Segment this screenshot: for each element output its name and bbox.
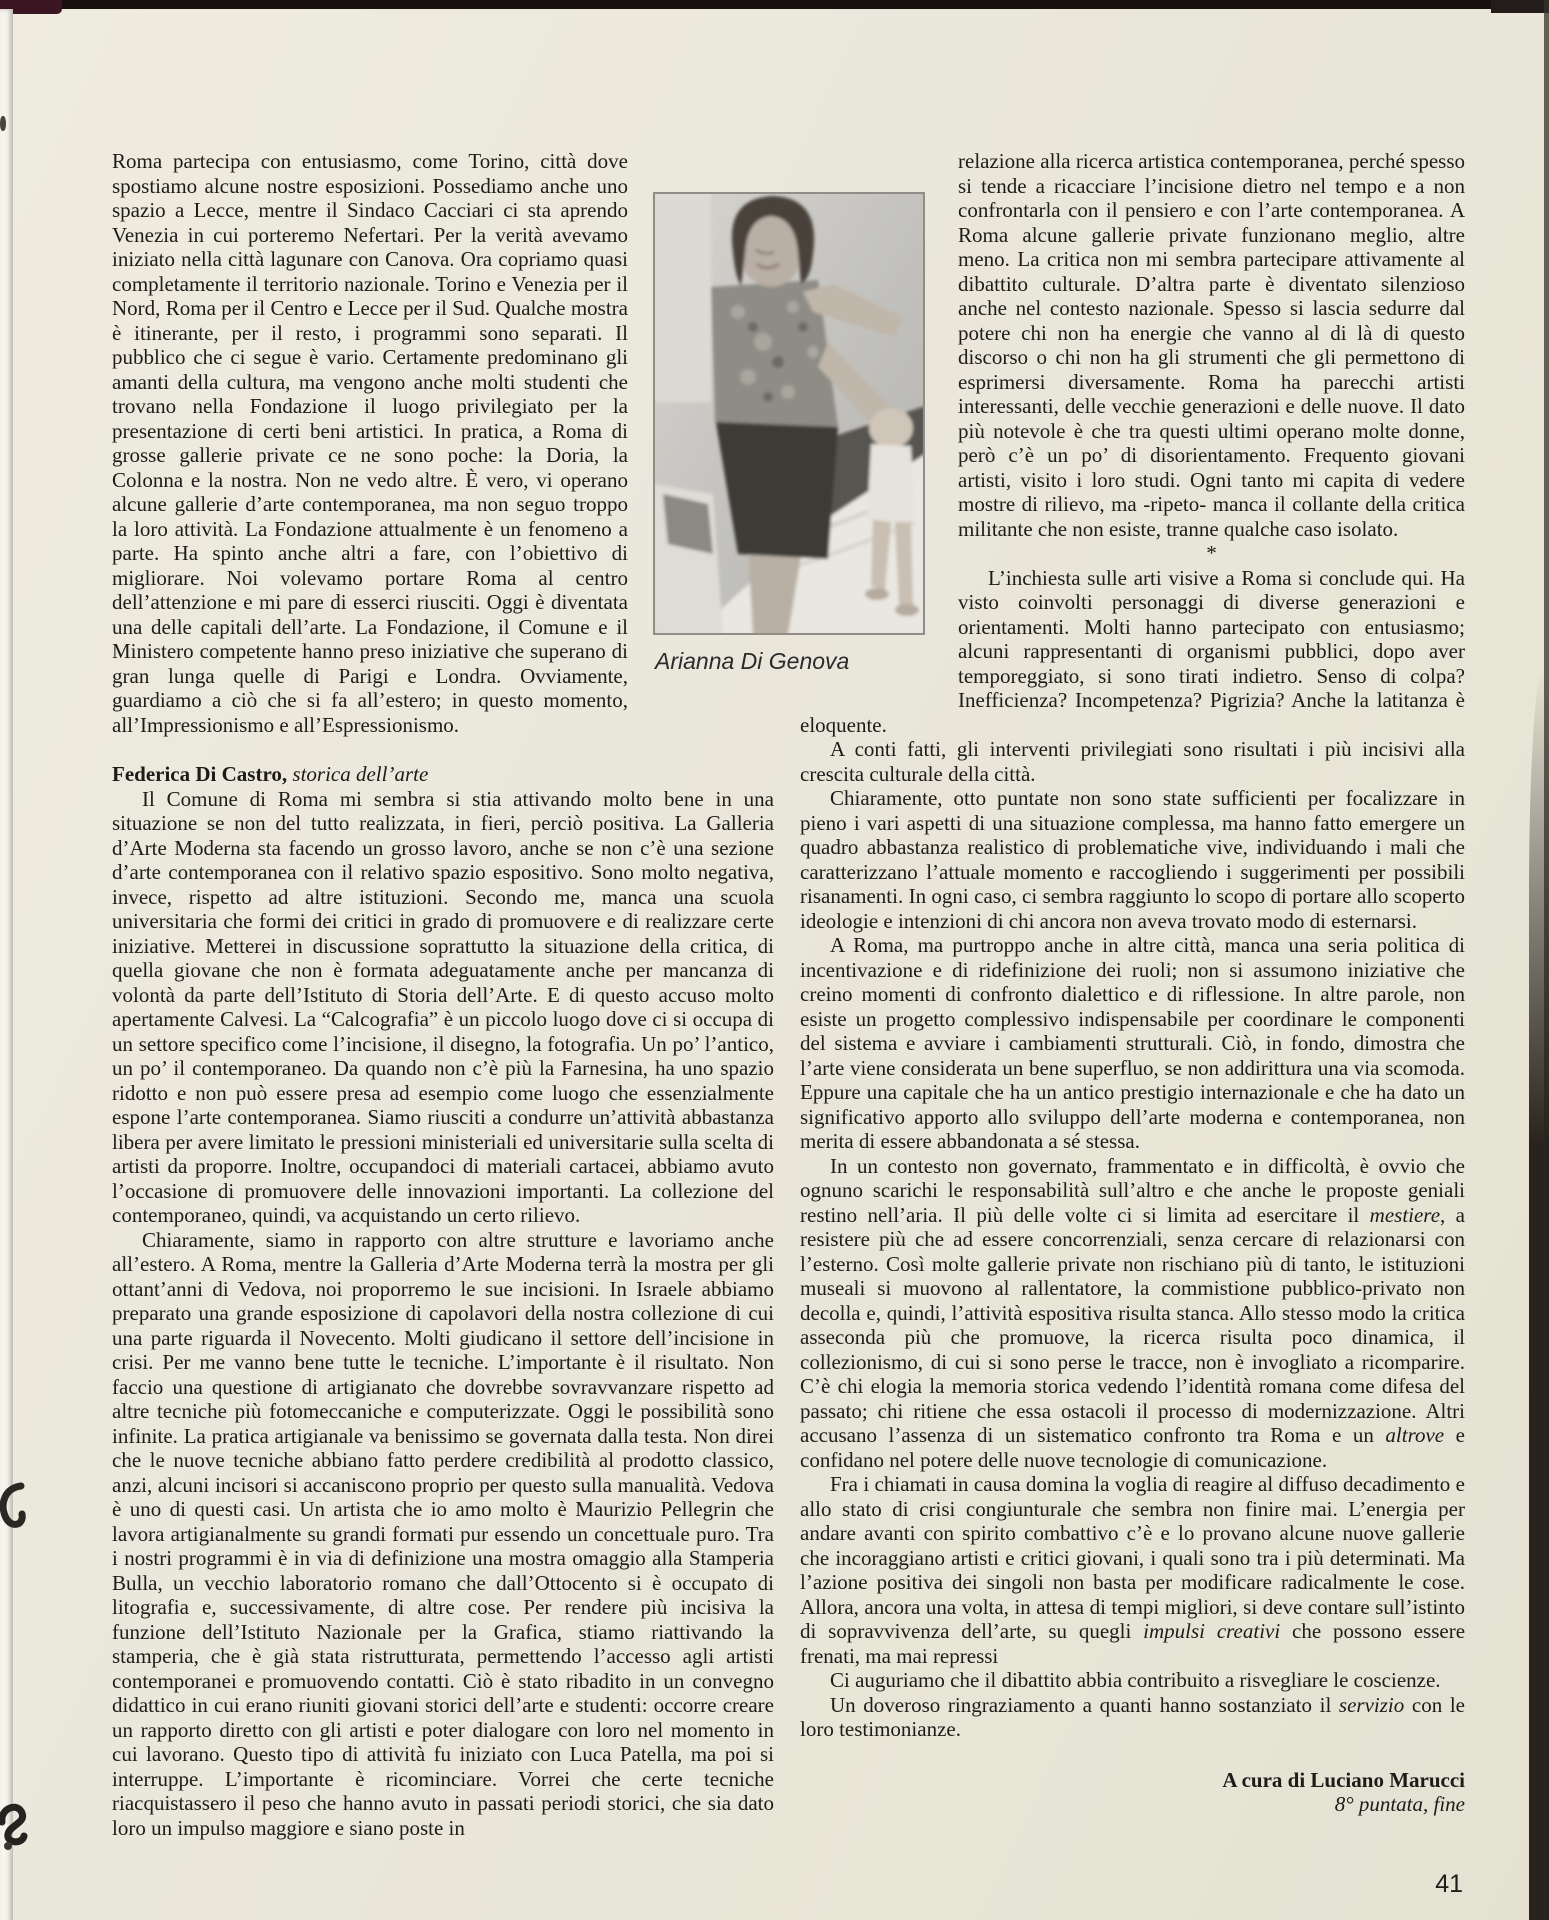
text-run: che possono essere frenati, ma mai repressi [800,1619,1466,1668]
text-run: 8° puntata, fine [1334,1792,1465,1816]
text-run: In un contesto non governato, frammentato e in difficoltà, è ovvio che ognuno scarichi le responsabilità sull’altro e che anche le proposte geniali restino nell’aria. Il più delle volte ci si limita ad esercitare il [800,1153,1465,1227]
text-run: impulsi creativi [1143,1619,1281,1643]
credit-line [800,1792,1465,1817]
text-run: mestiere [1369,1202,1441,1227]
speaker-heading [112,762,774,787]
scan-artifact-left-page-edge [0,9,13,1920]
text-run: Un doveroso ringraziamento a quanti hanno sostanziato il [830,1692,1339,1717]
text-run: e confidano nel potere delle nuove tecnologie di comunicazione. [800,1423,1466,1472]
scan-artifact-left-dot [0,116,6,131]
text-run: Federica Di Castro, [112,762,288,786]
text-run: L’inchiesta sulle arti visive a Roma si conclude qui. Ha visto coinvolti personaggi di diverse generazioni e orientamenti. Molti hanno partecipato con entusiasmo; alcuni rappresentanti di organismi pubblici, dopo aver temporeggiato, si sono tirati indietro. Senso di colpa? Inefficienza? Incompetenza? Pigrizia? Anche la latitanza è eloquente. [800,565,1465,737]
scan-artifact-top-edge [0,0,1549,9]
paragraph [800,933,1465,1154]
text-run: Chiaramente, siamo in rapporto con altre strutture e lavoriamo anche all’estero. A Roma, mentre la Galleria d’Arte Moderna terrà la mostra per gli ottant’anni di Vedova, noi proporremo le sue incisioni. In Israele abbiamo preparato una grande esposizione di capolavori della nostra collezione di cui una parte riguarda il Novecento. Molti giudicano il settore dell’incisione in crisi. Per me vanno bene tutte le tecniche. L’importante è il risultato. Non faccio una questione di artigianato che dovrebbe sovravvanzare rispetto ad altre tecniche più fotomeccaniche e computerizzate. Oggi le possibilità sono infinite. La pratica artigianale va benissimo se governata dalla testa. Non direi che le nuove tecniche abbiano fatto perdere credibilità al prodotto classico, anzi, alcuni incisori si accaniscono proprio per questo sulla manualità. Vedova è uno di questi casi. Un artista che io amo molto è Maurizio Pellegrin che lavora artigianalmente su grandi formati pur essendo un concettuale puro. Tra i nostri programmi è in via di definizione una mostra omaggio alla Stamperia Bulla, un vecchio laboratorio romano che dall’Ottocento si è occupato di litografia e, successivamente, di altre cose. Per rendere più incisiva la funzione dell’Istituto Nazionale per la Grafica, stiamo riattivando la stamperia, che è già stata ristrutturata, permettendo l’accesso agli artisti contemporanei e promuovendo contatti. Ciò è stato ribadito in un convegno didattico in cui erano riuniti giovani storici dell’arte e studenti: occorre creare un rapporto diretto con gli artisti e poter dialogare con loro nel momento in cui lavorano. Questo tipo di attività fu iniziato con Luca Patella, ma poi si interruppe. L’importante è ricominciare. Vorrei che certe tecniche riacquistassero il peso che hanno avuto in passati periodi storici, che sia dato loro un impulso maggiore e siano poste in [112,1227,774,1840]
right-column [800,149,1465,1817]
photo-caption: Arianna Di Genova [655,648,850,674]
paragraph [800,1668,1465,1693]
text-run: A conti fatti, gli interventi privilegiati sono risultati i più incisivi alla crescita culturale della città. [800,737,1465,786]
text-run: Fra i chiamati in causa domina la voglia di reagire al diffuso decadimento e allo stato di crisi congiunturale che sembra non finire mai. L’energia per andare avanti con spirito combattivo c’è e lo provano alcune nuove gallerie che incoraggiano artisti e critici giovani, i quali sono tra i più determinati. Ma l’azione positiva dei singoli non basta per modificare radicalmente le cose. Allora, ancora una volta, in attesa di tempi migliori, si deve contare sull’istinto di sopravvivenza dell’arte, su quegli [800,1472,1465,1643]
text-run: Il Comune di Roma mi sembra si stia attivando molto bene in una situazione se non del tutto realizzata, in fieri, perciò positiva. La Galleria d’Arte Moderna sta facendo un grosso lavoro, anche se non c’è una sezione d’arte contemporanea con il relativo spazio espositivo. Sono molto negativa, invece, rispetto ad altre istituzioni. Secondo me, manca una scuola universitaria che formi dei critici in grado di promuovere e di realizzare certe iniziative. Metterei in discussione soprattutto la situazione della critica, di quella giovane che non è formata adeguatamente anche per mancanza di volontà da parte dell’Istituto di Storia dell’Arte. E di questo accuso molto apertamente Calvesi. La “Calcografia” è un piccolo luogo dove ci si occupa di un settore specifico come l’incisione, il disegno, la fotografia. Un po’ l’antico, un po’ il contemporaneo. Da quando non c’è più la Farnesina, ha uno spazio ridotto e non può essere presa ad esempio come luogo che essenzialmente espone l’arte contemporanea. Siamo riusciti a condurre un’attività abbastanza libera per avere limitato le pressioni ministeriali ed universitarie sulla scelta di artisti da proporre. Inoltre, occupandoci di materiali cartacei, abbiamo avuto l’occasione di promuovere delle innovazioni importanti. La collezione del contemporaneo, quindi, va acquistando un certo rilievo. [112,786,774,1227]
paragraph [800,1693,1465,1742]
left-column [112,149,774,1840]
text-run: servizio [1338,1692,1405,1717]
text-run: * [1206,541,1217,565]
text-run: con le loro testimonianze. [800,1692,1465,1741]
scan-artifact-right-edge-shadow [1529,670,1549,1920]
paragraph [800,1154,1465,1473]
text-run: altrove [1385,1423,1445,1447]
text-run: relazione alla ricerca artistica contemporanea, perché spesso si tende a ricacciare l’incisione dietro nel tempo e a non confrontarla con il pensiero e con l’arte contemporanea. A Roma alcune gallerie private funzionano meglio, altre meno. La critica non mi sembra partecipare attivamente al dibattito culturale. D’altra parte è diventato silenzioso anche nel contesto nazionale. Spesso si lascia sedurre dal potere chi non ha energie che vanno al di là di questo discorso o chi non ha gli strumenti che gli permettono di esprimersi diversamente. Roma ha parecchi artisti interessanti, delle vecchie generazioni e delle nuove. Il dato più notevole è che tra questi ultimi operano molte donne, però c’è un po’ di disorientamento. Frequento giovani artisti, visito i loro studi. Ogni tanto mi capita di vedere mostre di rilievo, ma -ripeto- manca il collante della critica militante che non esiste, tranne qualche caso isolato. [958,149,1465,541]
text-run: storica dell’arte [287,762,429,786]
text-run: Chiaramente, otto puntate non sono state sufficienti per focalizzare in pieno i vari aspetti di una situazione complessa, ma hanno fatto emergere un quadro abbastanza realistico di problematiche vive, individuando i mali che caratterizzano l’attuale momento e raccogliendo i suggerimenti per possibili risanamenti. In ogni caso, ci sembra raggiunto lo scopo di portare allo scoperto ideologie e intenzioni di chi ancora non aveva trovato modo di esternarsi. [800,786,1465,933]
scan-artifact-top-right-corner [1491,0,1549,13]
text-run: Ci auguriamo che il dibattito abbia contribuito a risvegliare le coscienze. [830,1668,1441,1692]
photo-wrap-spacer [628,149,774,709]
credit-line [800,1768,1465,1793]
text-run: , a resistere più che ad essere concorrenziali, senza cercare di relazionarsi con l’esterno. Così molte gallerie private non rischiano più di tanto, le istituzioni museali si muovono al rallentatore, la commistione pubblico-privato non decolla e, quindi, l’attività espositiva risulta stanca. Allo stesso modo la critica asseconda più che promuove, la ricerca risulta poco dinamica, il collezionismo, di cui si sono perse le tracce, non è invogliato a ricomparire. C’è chi elogia la memoria storica vedendo l’identità romana come difesa del passato; chi ritiene che essa ostacoli il processo di modernizzazione. Altri accusano l’assenza di un sistematico confronto tra Roma e un [800,1202,1465,1447]
paragraph [800,737,1465,786]
paragraph [800,786,1465,933]
text-run: Roma partecipa con entusiasmo, come Torino, città dove spostiamo alcune nostre esposizioni. Possediamo anche uno spazio a Lecce, mentre il Sindaco Cacciari ci sta aprendo Venezia in cui porteremo Nefertari. Per la verità avevamo iniziato nella città lagunare con Canova. Ora copriamo quasi completamente il territorio nazionale. Torino e Venezia per il Nord, Roma per il Centro e Lecce per il Sud. Qualche mostra è itinerante, per il resto, i programmi sono separati. Il pubblico che ci segue è vario. Certamente predominano gli amanti della cultura, ma vengono anche molti studenti che trovano nella Fondazione il luogo privilegiato per la presentazione di certi beni artistici. In pratica, a Roma di grosse gallerie private ce ne sono poche: la Doria, la Colonna e la nostra. Non ne vedo altre. È vero, vi operano alcune gallerie d’arte contemporanea, ma non seguo troppo la loro attività. La Fondazione attualmente è un fenomeno a parte. Ha spinto anche altri a fare, con l’obiettivo di migliorare. Noi volevamo portare Roma al centro dell’attenzione e mi pare di esserci riusciti. Oggi è diventata una delle capitali dell’arte. La Fondazione, il Comune e il Ministero competente hanno preso iniziative che superano di gran lunga quelle di Parigi e Londra. Ovviamente, guardiamo a ciò che si fa all’estero; in questo momento, all’Impressionismo e all’Espressionismo. [112,149,628,737]
paragraph [112,787,774,1228]
paragraph [112,1228,774,1841]
paragraph [800,1472,1465,1668]
text-run: A Roma, ma purtroppo anche in altre città, manca una seria politica di incentivazione e di ridefinizione dei ruoli; non si assumono iniziative che creino momenti di confronto dialettico e di riflessione. In altre parole, non esiste un progetto complessivo indispensabile per coordinare le componenti del sistema e avviare i cambiamenti strutturali. Ciò, in fondo, dimostra che l’arte viene considerata un bene superfluo, se non addirittura una via scomoda. Eppure una capitale che ha un antico prestigio internazionale e che ha dato un significativo apporto allo sviluppo dell’arte moderna e contemporanea, non merita di essere abbandonata a sé stessa. [800,933,1465,1153]
page-number: 41 [1435,1870,1463,1898]
scan-artifact-binding-mark [0,1478,31,1540]
scan-artifact-binding-mark [0,1800,32,1856]
photo-wrap-spacer [800,149,958,709]
text-run: A cura di Luciano Marucci [1222,1767,1465,1792]
